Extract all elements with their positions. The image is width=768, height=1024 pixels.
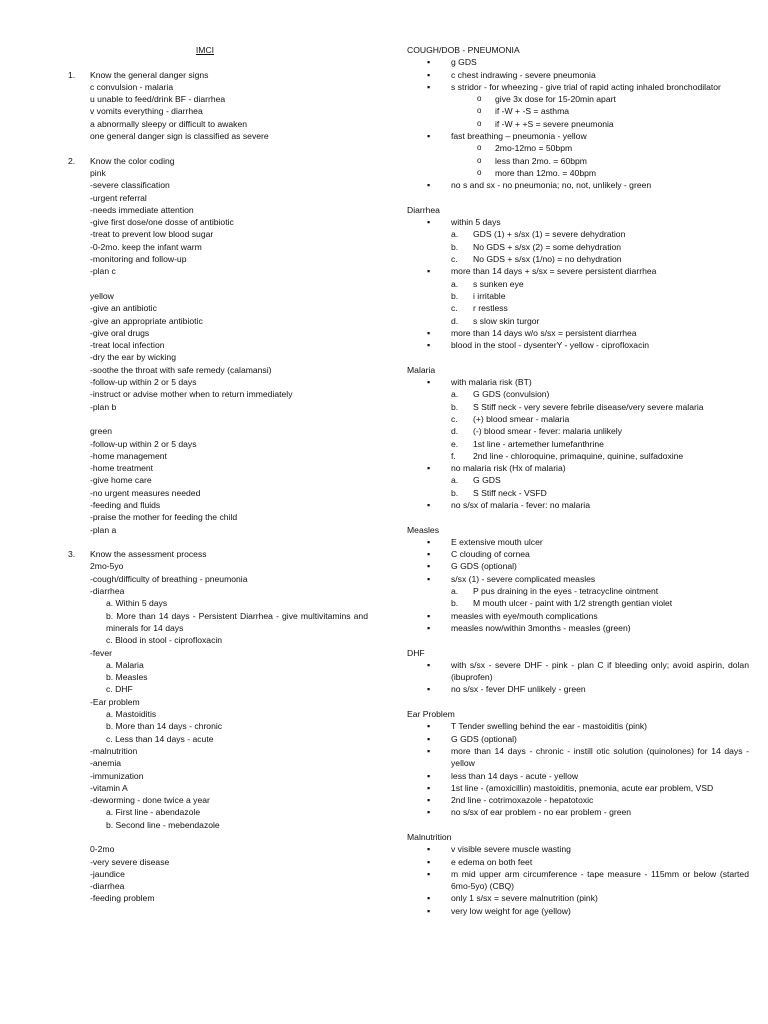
list-item: ▪ G GDS (optional) (407, 733, 749, 745)
list-item: ▪ c chest indrawing - severe pneumonia (407, 69, 749, 81)
list-item: ▪ no s and sx - no pneumonia; no, not, unlikely - green (407, 179, 749, 191)
list-item: -give first dose/one dosse of antibiotic (90, 217, 234, 228)
list-item: -plan c (90, 266, 116, 277)
list-item: -home treatment (90, 463, 154, 474)
list-item: ▪ no malaria risk (Hx of malaria) (407, 462, 749, 474)
list-item: ▪ 2nd line - cotrimoxazole - hepatotoxic (407, 794, 749, 806)
diarrhea-heading: Diarrhea (407, 204, 440, 215)
list-item: -follow-up within 2 or 5 days (90, 377, 197, 388)
list-item: ▪ s stridor - for wheezing - give trial of rapid acting inhaled bronchodilator (407, 81, 749, 93)
list-item: ▪ G GDS (optional) (407, 560, 749, 572)
list-item: -give an antibiotic (90, 303, 157, 314)
list-item: c. (+) blood smear - malaria (451, 413, 570, 424)
list-item: c. Blood in stool - ciprofloxacin (106, 635, 223, 646)
list-item: d. s slow skin turgor (451, 315, 540, 326)
list-item: ▪ g GDS (407, 56, 749, 68)
right-column (407, 44, 749, 917)
list-item: ▪ fast breathing – pneumonia - yellow (407, 130, 749, 142)
list-item: -soothe the throat with safe remedy (calamansi) (90, 364, 272, 375)
list-item: o if -W + -S = asthma (407, 105, 749, 117)
list-item: -urgent referral (90, 192, 147, 203)
list-item: -deworming - done twice a year (90, 795, 210, 806)
list-item: e. 1st line - artemether lumefanthrine (451, 438, 604, 449)
list-item: ▪ within 5 days (407, 216, 749, 228)
list-item: b. S Stiff neck - VSFD (451, 487, 547, 498)
list-item: o more than 12mo. = 40bpm (407, 167, 749, 179)
list-item: o less than 2mo. = 60bpm (407, 155, 749, 167)
list-item: yellow (90, 290, 114, 301)
list-item: o 2mo-12mo = 50bpm (407, 142, 749, 154)
list-item: -dry the ear by wicking (90, 352, 176, 363)
list-item: b. More than 14 days - Persistent Diarrhea - give multivitamins and minerals for 14 days (106, 610, 368, 633)
list-item: ▪ more than 14 days w/o s/sx = persistent diarrhea (407, 327, 749, 339)
list-item: ▪ more than 14 days + s/sx = severe persistent diarrhea (407, 265, 749, 277)
cough-list (407, 56, 749, 93)
list-item: -home management (90, 450, 167, 461)
list-item: -needs immediate attention (90, 204, 194, 215)
list-item: b. Second line - mebendazole (106, 819, 220, 830)
ear-heading: Ear Problem (407, 709, 455, 720)
list-item: a. Within 5 days (106, 598, 168, 609)
list-item: -fever (90, 647, 112, 658)
list-item: ▪ blood in the stool - dysenterY - yellow - ciprofloxacin (407, 339, 749, 351)
list-item: d. (-) blood smear - fever: malaria unlikely (451, 426, 623, 437)
list-item: ▪ 1st line - (amoxicillin) mastoiditis, pnemonia, acute ear problem, VSD (407, 782, 749, 794)
malnutrition-heading: Malnutrition (407, 832, 452, 842)
cough-heading: COUGH/DOB - PNEUMONIA (407, 45, 520, 55)
list-item: -diarrhea (90, 881, 125, 892)
list-item: ▪ C clouding of cornea (407, 548, 749, 560)
list-item: ▪ less than 14 days - acute - yellow (407, 770, 749, 782)
left-column (68, 44, 368, 905)
list-item: b. i irritable (451, 290, 506, 301)
list-item: a abnormally sleepy or difficult to awaken (90, 118, 247, 129)
list-item: -give oral drugs (90, 327, 150, 338)
list-item: -Ear problem (90, 696, 140, 707)
pink-block (68, 167, 368, 278)
list-item: a. G GDS (convulsion) (451, 389, 550, 400)
measles-heading: Measles (407, 524, 439, 535)
list-item: o if -W + +S = severe pneumonia (407, 118, 749, 130)
list-item: 0-2mo (90, 844, 115, 855)
list-item: 2mo-5yo (90, 561, 124, 572)
list-item: -feeding and fluids (90, 499, 161, 510)
list-item: -no urgent measures needed (90, 487, 201, 498)
list-item: a. Mastoiditis (106, 709, 157, 720)
list-item: b. M mouth ulcer - paint with 1/2 strength gentian violet (451, 598, 673, 609)
section-2-heading: 2. Know the color coding (68, 155, 175, 166)
list-item: a. P pus draining in the eyes - tetracycline ointment (451, 586, 659, 597)
list-item: b. No GDS + s/sx (2) = some dehydration (451, 241, 622, 252)
list-item: o give 3x dose for 15-20min apart (407, 93, 749, 105)
list-item: -plan a (90, 524, 117, 535)
list-item: -instruct or advise mother when to return immediately (90, 389, 293, 400)
list-item: ▪ measles with eye/mouth complications (407, 610, 749, 622)
list-item: ▪ s/sx (1) - severe complicated measles (407, 573, 749, 585)
list-item: pink (90, 167, 106, 178)
malaria-heading: Malaria (407, 364, 436, 375)
list-item: -monitoring and follow-up (90, 254, 187, 265)
list-item: green (90, 426, 112, 437)
list-item: b. Measles (106, 672, 148, 683)
list-item: c. No GDS + s/sx (1/no) = no dehydration (451, 254, 622, 265)
list-item: -follow-up within 2 or 5 days (90, 438, 197, 449)
list-item: v vomits everything - diarrhea (90, 106, 203, 117)
list-item: -severe classification (90, 180, 170, 191)
section-3-heading: 3. Know the assessment process (68, 549, 207, 560)
list-item: ▪ no s/sx - fever DHF unlikely - green (407, 683, 749, 695)
list-item: -plan b (90, 401, 117, 412)
list-item: -anemia (90, 758, 122, 769)
list-item: -treat local infection (90, 340, 165, 351)
list-item: -cough/difficulty of breathing - pneumonia (90, 573, 248, 584)
list-item: a. s sunken eye (451, 278, 524, 289)
list-item: -give an appropriate antibiotic (90, 315, 203, 326)
list-item: -0-2mo. keep the infant warm (90, 241, 202, 252)
list-item: c. Less than 14 days - acute (106, 733, 214, 744)
list-item: ▪ only 1 s/sx = severe malnutrition (pink) (407, 892, 749, 904)
list-item: a. Malaria (106, 659, 144, 670)
list-item: one general danger sign is classified as severe (90, 131, 269, 142)
list-item: c. r restless (451, 303, 508, 314)
list-item: b. More than 14 days - chronic (106, 721, 223, 732)
list-item: -treat to prevent low blood sugar (90, 229, 214, 240)
list-item: ▪ with s/sx - severe DHF - pink - plan C if bleeding only; avoid aspirin, dolan (ibuprofen) (407, 659, 749, 684)
list-item: f. 2nd line - chloroquine, primaquine, quinine, sulfadoxine (451, 450, 684, 461)
list-item: a. G GDS (451, 475, 501, 486)
green-block (68, 425, 368, 536)
list-item: ▪ e edema on both feet (407, 856, 749, 868)
list-item: ▪ E extensive mouth ulcer (407, 536, 749, 548)
list-item: ▪ no s/sx of malaria - fever: no malaria (407, 499, 749, 511)
list-item: a. GDS (1) + s/sx (1) = severe dehydration (451, 229, 626, 240)
list-item: -diarrhea (90, 586, 125, 597)
list-item: -immunization (90, 770, 144, 781)
dhf-heading: DHF (407, 647, 425, 658)
list-item: c. DHF (106, 684, 133, 695)
list-item: ▪ with malaria risk (BT) (407, 376, 749, 388)
section-1-heading: 1. Know the general danger signs (68, 69, 209, 80)
list-item: ▪ no s/sx of ear problem - no ear problem - green (407, 806, 749, 818)
list-item: -feeding problem (90, 893, 155, 904)
list-item: -give home care (90, 475, 152, 486)
list-item: -praise the mother for feeding the child (90, 512, 238, 523)
yellow-block (68, 290, 368, 413)
list-item: ▪ measles now/within 3months - measles (green) (407, 622, 749, 634)
list-item: ▪ T Tender swelling behind the ear - mastoiditis (pink) (407, 720, 749, 732)
list-item: ▪ v visible severe muscle wasting (407, 843, 749, 855)
list-item: -vitamin A (90, 782, 128, 793)
list-item: ▪ m mid upper arm circumference - tape measure - 115mm or below (started 6mo-5yo) (CBQ) (407, 868, 749, 893)
document-title: IMCI (195, 45, 215, 55)
list-item: ▪ more than 14 days - chronic - instill otic solution (quinolones) for 14 days - yellow (407, 745, 749, 770)
list-item: c convulsion - malaria (90, 81, 174, 92)
list-item: ▪ very low weight for age (yellow) (407, 905, 749, 917)
list-item: -very severe disease (90, 856, 170, 867)
list-item: u unable to feed/drink BF - diarrhea (90, 94, 226, 105)
list-item: b. S Stiff neck - very severe febrile disease/very severe malaria (451, 401, 704, 412)
list-item: -jaundice (90, 868, 125, 879)
list-item: a. First line - abendazole (106, 807, 201, 818)
list-item: -malnutrition (90, 745, 138, 756)
